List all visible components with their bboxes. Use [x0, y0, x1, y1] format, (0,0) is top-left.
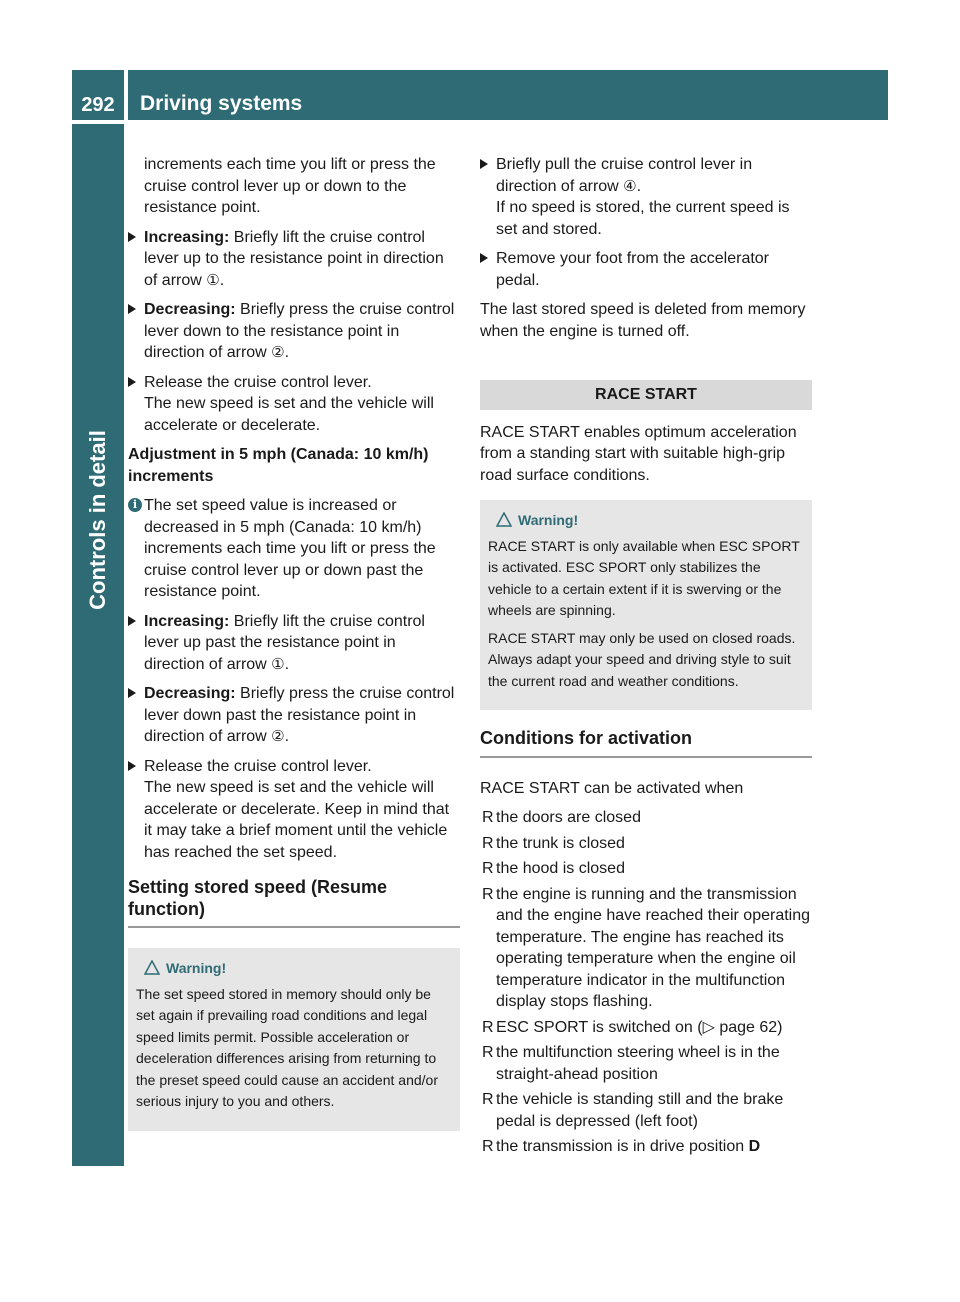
bullet-marker: R — [482, 834, 494, 852]
list-item-text: the vehicle is standing still and the brake pedal is depressed (left foot) — [496, 1091, 784, 1130]
list-item-text: the doors are closed — [496, 809, 641, 826]
conditions-list — [480, 807, 812, 1132]
step-remove-foot — [480, 248, 812, 291]
step-arrow-icon — [128, 232, 136, 242]
bullet-marker: R — [482, 1138, 494, 1155]
list-item-text: ESC SPORT is switched on (▷ page 62) — [496, 1018, 783, 1036]
conditions-intro: RACE START can be activated when — [480, 779, 744, 797]
page-number: 292 — [72, 70, 124, 120]
note-text: The set speed value is increased or decreased in 5 mph (Canada: 10 km/h) increments each time you lift or press the cruise control lever up or down past the resistance point. — [144, 497, 436, 600]
warning-text: The set speed stored in memory should only be set again if prevailing road conditions and legal speed limits permit. Possible acceleration or deceleration differences arising from returning to the preset speed could cause an accident and/or serious injury to you and others. — [136, 985, 438, 1109]
step-label: Increasing: — [144, 228, 230, 246]
step-text: Release the cruise control lever. — [144, 757, 372, 775]
arrow-ref: ② — [271, 728, 285, 745]
info-note — [128, 495, 460, 603]
bullet-marker: R — [482, 885, 494, 903]
warning-triangle-icon — [144, 960, 160, 975]
step-release-5 — [128, 756, 460, 864]
left-column — [128, 154, 460, 1149]
bullet-marker: R — [482, 1091, 494, 1108]
warning-text: RACE START is only available when ESC SPORT is activated. ESC SPORT only stabilizes the vehicle to a certain extent if it is swerving or the wheels are spinning. — [488, 537, 800, 618]
step-text: Briefly press the cruise control lever down to the resistance point in direction of arrow — [144, 301, 455, 361]
list-item — [480, 833, 812, 855]
step-end: . — [219, 271, 225, 289]
arrow-ref: ④ — [623, 177, 637, 195]
list-item — [480, 1042, 812, 1085]
race-start-banner: RACE START — [480, 380, 812, 410]
warning-text: RACE START may only be used on closed roads. Always adapt your speed and driving style to suit the current road and weather conditions. — [488, 629, 796, 689]
step-arrow-icon — [480, 253, 488, 263]
step-arrow-icon — [128, 377, 136, 387]
step-label: Increasing: — [144, 612, 230, 630]
list-item — [480, 858, 812, 880]
paragraph-memory: The last stored speed is deleted from memory when the engine is turned off. — [480, 301, 806, 340]
bullet-marker: R — [482, 809, 494, 826]
info-icon: i — [128, 498, 142, 512]
step-pull-lever — [480, 154, 812, 240]
step-end: . — [284, 655, 290, 673]
step-label: Decreasing: — [144, 685, 236, 702]
list-item-text: the multifunction steering wheel is in the straight-ahead position — [496, 1044, 780, 1083]
sidebar-label: Controls in detail — [85, 430, 110, 610]
step-text: Briefly press the cruise control lever down past the resistance point in direction of arrow — [144, 685, 455, 745]
list-item-text: the hood is closed — [496, 860, 625, 877]
bullet-marker: R — [482, 1018, 494, 1036]
step-arrow-icon — [480, 159, 488, 169]
list-item-text: the trunk is closed — [496, 834, 625, 852]
warning-heading — [136, 958, 452, 980]
drive-position: D — [748, 1138, 761, 1155]
intro-text: increments each time you lift or press the cruise control lever up or down to the resistance point. — [144, 156, 436, 216]
step-arrow-icon — [128, 616, 136, 626]
step-end: . — [284, 728, 290, 745]
subheading: Adjustment in 5 mph (Canada: 10 km/h) increments — [128, 446, 429, 485]
bullet-marker: R — [482, 860, 494, 877]
step-text: Briefly pull the cruise control lever in direction of arrow — [496, 156, 753, 195]
arrow-ref: ② — [271, 344, 285, 361]
step-arrow-icon — [128, 304, 136, 314]
step-result: The new speed is set and the vehicle will accelerate or decelerate. Keep in mind that it may take a brief moment until the vehicle has reached the set speed. — [144, 779, 450, 861]
warning-box — [128, 948, 460, 1131]
warning-triangle-icon — [496, 512, 512, 527]
step-result: The new speed is set and the vehicle will accelerate or decelerate. — [144, 395, 434, 434]
list-item — [480, 807, 812, 829]
arrow-ref: ① — [206, 271, 220, 289]
list-item — [480, 1136, 812, 1158]
step-text: Remove your foot from the accelerator pedal. — [496, 250, 770, 289]
arrow-ref: ① — [271, 655, 285, 673]
step-decreasing-5 — [128, 683, 460, 748]
warning-heading — [488, 510, 804, 532]
step-arrow-icon — [128, 688, 136, 698]
warning-box — [480, 500, 812, 710]
list-item — [480, 1017, 812, 1039]
step-release — [128, 372, 460, 437]
list-item-text: the transmission is in drive position — [496, 1138, 749, 1155]
step-text: Briefly lift the cruise control lever up to the resistance point in direction of arrow — [144, 228, 444, 289]
step-label: Decreasing: — [144, 301, 236, 318]
step-decreasing — [128, 299, 460, 364]
list-item-text: the engine is running and the transmission and the engine have reached their operating temperature. The engine has reached its operating temperature when the engine oil temperature indicator in the multifunction display stops flashing. — [496, 885, 811, 1010]
race-start-intro: RACE START enables optimum acceleration from a standing start with suitable high-grip road surface conditions. — [480, 423, 797, 484]
step-text: Release the cruise control lever. — [144, 373, 372, 391]
step-end: . — [636, 177, 642, 195]
step-text: Briefly lift the cruise control lever up past the resistance point in direction of arrow — [144, 612, 425, 673]
right-column — [480, 154, 812, 1162]
warning-title: Warning! — [518, 512, 579, 528]
step-arrow-icon — [128, 761, 136, 771]
list-item — [480, 884, 812, 1013]
step-result: If no speed is stored, the current speed is set and stored. — [496, 199, 790, 238]
section-title-resume: Setting stored speed (Resume function) — [128, 877, 460, 928]
list-item — [480, 1089, 812, 1132]
page-title: Driving systems — [128, 70, 888, 120]
step-end: . — [284, 344, 290, 361]
step-increasing — [128, 227, 460, 292]
warning-title: Warning! — [166, 960, 227, 976]
section-title-conditions: Conditions for activation — [480, 728, 812, 758]
bullet-marker: R — [482, 1044, 494, 1061]
sidebar-tab — [72, 124, 124, 1166]
step-increasing-5 — [128, 611, 460, 676]
